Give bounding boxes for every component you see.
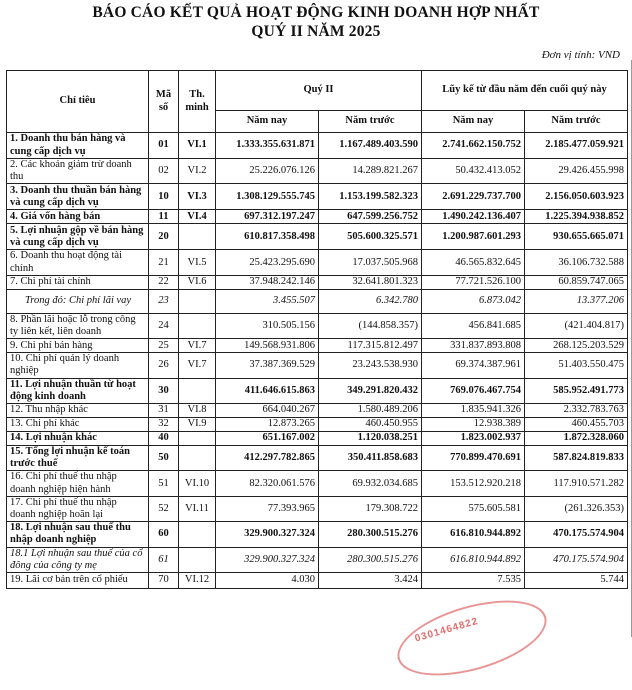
cell-q-cur: 12.873.265 bbox=[216, 418, 319, 432]
cell-name: 1. Doanh thu bán hàng và cung cấp dịch vụ bbox=[7, 133, 149, 159]
header-ytd-current: Năm nay bbox=[422, 111, 525, 133]
cell-code: 60 bbox=[149, 522, 179, 547]
cell-y-prev: 29.426.455.998 bbox=[525, 159, 628, 184]
report-period: QUÝ II NĂM 2025 bbox=[251, 23, 381, 40]
table-row bbox=[7, 432, 628, 446]
cell-note bbox=[179, 289, 216, 313]
cell-name: 2. Các khoản giảm trừ doanh thu bbox=[7, 159, 149, 184]
cell-q-prev: 1.167.489.403.590 bbox=[319, 133, 422, 159]
currency-unit: Đơn vị tính: VND bbox=[541, 49, 620, 61]
cell-code: 10 bbox=[149, 184, 179, 210]
cell-q-cur: 3.455.507 bbox=[216, 289, 319, 313]
cell-code: 31 bbox=[149, 404, 179, 418]
cell-name: 11. Lợi nhuận thuần từ hoạt động kinh doanh bbox=[7, 378, 149, 403]
cell-y-prev: (261.326.353) bbox=[525, 496, 628, 521]
cell-code: 24 bbox=[149, 313, 179, 338]
cell-name: 3. Doanh thu thuần bán hàng và cung cấp dịch vụ bbox=[7, 184, 149, 210]
table-row bbox=[7, 250, 628, 275]
cell-y-prev: 460.455.703 bbox=[525, 418, 628, 432]
cell-q-prev: 280.300.515.276 bbox=[319, 547, 422, 572]
report-title: BÁO CÁO KẾT QUẢ HOẠT ĐỘNG KINH DOANH HỢP NHẤT bbox=[92, 4, 540, 21]
header-quarter-current: Năm nay bbox=[216, 111, 319, 133]
cell-y-cur: 6.873.042 bbox=[422, 289, 525, 313]
cell-code: 02 bbox=[149, 159, 179, 184]
cell-q-cur: 149.568.931.806 bbox=[216, 339, 319, 353]
cell-code: 22 bbox=[149, 275, 179, 289]
cell-code: 61 bbox=[149, 547, 179, 572]
cell-y-prev: 51.403.550.475 bbox=[525, 353, 628, 378]
cell-note bbox=[179, 313, 216, 338]
table-row bbox=[7, 339, 628, 353]
header-quarter: Quý II bbox=[216, 71, 422, 111]
cell-q-cur: 77.393.965 bbox=[216, 496, 319, 521]
cell-note: VI.4 bbox=[179, 210, 216, 224]
cell-code: 30 bbox=[149, 378, 179, 403]
header-ytd: Lũy kế từ đầu năm đến cuối quý này bbox=[422, 71, 628, 111]
seal-text: 0301464822 bbox=[413, 615, 480, 645]
cell-q-prev: 179.308.722 bbox=[319, 496, 422, 521]
cell-q-cur: 697.312.197.247 bbox=[216, 210, 319, 224]
cell-q-cur: 37.948.242.146 bbox=[216, 275, 319, 289]
table-row bbox=[7, 159, 628, 184]
table-row bbox=[7, 547, 628, 572]
cell-name: 16. Chi phí thuế thu nhập doanh nghiệp hiện hành bbox=[7, 471, 149, 496]
cell-note bbox=[179, 432, 216, 446]
table-row bbox=[7, 133, 628, 159]
cell-q-cur: 25.423.295.690 bbox=[216, 250, 319, 275]
cell-y-cur: 2.691.229.737.700 bbox=[422, 184, 525, 210]
cell-q-prev: 1.120.038.251 bbox=[319, 432, 422, 446]
cell-name: 15. Tổng lợi nhuận kế toán trước thuế bbox=[7, 446, 149, 471]
cell-name: Trong đó: Chi phí lãi vay bbox=[7, 289, 149, 313]
cell-note: VI.2 bbox=[179, 159, 216, 184]
cell-q-cur: 82.320.061.576 bbox=[216, 471, 319, 496]
cell-y-prev: 268.125.203.529 bbox=[525, 339, 628, 353]
header-thuyet-minh: Th. minh bbox=[179, 71, 216, 133]
cell-name: 7. Chi phí tài chính bbox=[7, 275, 149, 289]
table-body bbox=[7, 133, 628, 589]
table-row bbox=[7, 446, 628, 471]
cell-note: VI.8 bbox=[179, 404, 216, 418]
cell-q-prev: 1.580.489.206 bbox=[319, 404, 422, 418]
cell-q-prev: (144.858.357) bbox=[319, 313, 422, 338]
cell-name: 4. Giá vốn hàng bán bbox=[7, 210, 149, 224]
cell-q-cur: 412.297.782.865 bbox=[216, 446, 319, 471]
cell-code: 50 bbox=[149, 446, 179, 471]
cell-q-cur: 411.646.615.863 bbox=[216, 378, 319, 403]
cell-y-cur: 12.938.389 bbox=[422, 418, 525, 432]
cell-code: 11 bbox=[149, 210, 179, 224]
cell-y-cur: 1.200.987.601.293 bbox=[422, 224, 525, 250]
cell-note: VI.7 bbox=[179, 353, 216, 378]
cell-q-cur: 329.900.327.324 bbox=[216, 547, 319, 572]
cell-y-prev: 587.824.819.833 bbox=[525, 446, 628, 471]
table-row bbox=[7, 224, 628, 250]
cell-y-prev: 1.872.328.060 bbox=[525, 432, 628, 446]
cell-q-cur: 329.900.327.324 bbox=[216, 522, 319, 547]
cell-q-prev: 69.932.034.685 bbox=[319, 471, 422, 496]
cell-y-prev: 2.156.050.603.923 bbox=[525, 184, 628, 210]
cell-note: VI.7 bbox=[179, 339, 216, 353]
cell-code: 25 bbox=[149, 339, 179, 353]
cell-y-cur: 456.841.685 bbox=[422, 313, 525, 338]
cell-q-cur: 610.817.358.498 bbox=[216, 224, 319, 250]
cell-q-cur: 25.226.076.126 bbox=[216, 159, 319, 184]
cell-code: 01 bbox=[149, 133, 179, 159]
table-row bbox=[7, 418, 628, 432]
cell-note bbox=[179, 446, 216, 471]
table-row bbox=[7, 210, 628, 224]
cell-code: 23 bbox=[149, 289, 179, 313]
cell-code: 40 bbox=[149, 432, 179, 446]
cell-y-prev: 470.175.574.904 bbox=[525, 522, 628, 547]
cell-q-cur: 1.333.355.631.871 bbox=[216, 133, 319, 159]
cell-name: 18.1 Lợi nhuận sau thuế của cổ đông của công ty mẹ bbox=[7, 547, 149, 572]
cell-note bbox=[179, 547, 216, 572]
table-row bbox=[7, 313, 628, 338]
cell-y-cur: 616.810.944.892 bbox=[422, 522, 525, 547]
cell-q-cur: 1.308.129.555.745 bbox=[216, 184, 319, 210]
table-row bbox=[7, 184, 628, 210]
cell-q-prev: 32.641.801.323 bbox=[319, 275, 422, 289]
cell-note: VI.6 bbox=[179, 275, 216, 289]
cell-y-prev: 470.175.574.904 bbox=[525, 547, 628, 572]
table-row bbox=[7, 522, 628, 547]
cell-q-cur: 310.505.156 bbox=[216, 313, 319, 338]
header-ma-so: Mã số bbox=[149, 71, 179, 133]
cell-y-cur: 77.721.526.100 bbox=[422, 275, 525, 289]
cell-name: 13. Chi phí khác bbox=[7, 418, 149, 432]
cell-name: 9. Chi phí bán hàng bbox=[7, 339, 149, 353]
cell-q-prev: 647.599.256.752 bbox=[319, 210, 422, 224]
cell-y-cur: 1.823.002.937 bbox=[422, 432, 525, 446]
table-row bbox=[7, 496, 628, 521]
cell-y-cur: 1.835.941.326 bbox=[422, 404, 525, 418]
cell-y-prev: 117.910.571.282 bbox=[525, 471, 628, 496]
cell-code: 26 bbox=[149, 353, 179, 378]
cell-code: 21 bbox=[149, 250, 179, 275]
cell-note: VI.12 bbox=[179, 573, 216, 589]
cell-q-prev: 6.342.780 bbox=[319, 289, 422, 313]
cell-y-prev: (421.404.817) bbox=[525, 313, 628, 338]
cell-note: VI.1 bbox=[179, 133, 216, 159]
cell-q-prev: 280.300.515.276 bbox=[319, 522, 422, 547]
cell-y-prev: 36.106.732.588 bbox=[525, 250, 628, 275]
cell-note bbox=[179, 522, 216, 547]
cell-q-prev: 1.153.199.582.323 bbox=[319, 184, 422, 210]
cell-code: 52 bbox=[149, 496, 179, 521]
cell-y-cur: 770.899.470.691 bbox=[422, 446, 525, 471]
cell-y-prev: 5.744 bbox=[525, 573, 628, 589]
cell-name: 12. Thu nhập khác bbox=[7, 404, 149, 418]
cell-y-prev: 2.185.477.059.921 bbox=[525, 133, 628, 159]
cell-name: 19. Lãi cơ bản trên cổ phiếu bbox=[7, 573, 149, 589]
cell-note bbox=[179, 224, 216, 250]
cell-q-cur: 4.030 bbox=[216, 573, 319, 589]
table-row bbox=[7, 353, 628, 378]
table-row bbox=[7, 378, 628, 403]
cell-code: 32 bbox=[149, 418, 179, 432]
cell-q-cur: 664.040.267 bbox=[216, 404, 319, 418]
table-row bbox=[7, 471, 628, 496]
table-row bbox=[7, 289, 628, 313]
cell-y-prev: 60.859.747.065 bbox=[525, 275, 628, 289]
cell-y-prev: 2.332.783.763 bbox=[525, 404, 628, 418]
header-ytd-previous: Năm trước bbox=[525, 111, 628, 133]
cell-y-cur: 1.490.242.136.407 bbox=[422, 210, 525, 224]
cell-q-cur: 651.167.002 bbox=[216, 432, 319, 446]
cell-q-cur: 37.387.369.529 bbox=[216, 353, 319, 378]
cell-q-prev: 3.424 bbox=[319, 573, 422, 589]
cell-note: VI.10 bbox=[179, 471, 216, 496]
cell-name: 14. Lợi nhuận khác bbox=[7, 432, 149, 446]
cell-q-prev: 14.289.821.267 bbox=[319, 159, 422, 184]
cell-y-cur: 331.837.893.808 bbox=[422, 339, 525, 353]
income-statement-table bbox=[6, 70, 628, 589]
cell-y-prev: 13.377.206 bbox=[525, 289, 628, 313]
cell-y-cur: 69.374.387.961 bbox=[422, 353, 525, 378]
table-row bbox=[7, 573, 628, 589]
cell-code: 20 bbox=[149, 224, 179, 250]
cell-name: 18. Lợi nhuận sau thuế thu nhập doanh nghiệp bbox=[7, 522, 149, 547]
cell-note: VI.3 bbox=[179, 184, 216, 210]
cell-q-prev: 460.450.955 bbox=[319, 418, 422, 432]
cell-name: 6. Doanh thu hoạt động tài chính bbox=[7, 250, 149, 275]
cell-note bbox=[179, 378, 216, 403]
cell-note: VI.9 bbox=[179, 418, 216, 432]
cell-y-cur: 153.512.920.218 bbox=[422, 471, 525, 496]
cell-y-prev: 1.225.394.938.852 bbox=[525, 210, 628, 224]
cell-name: 10. Chi phí quản lý doanh nghiệp bbox=[7, 353, 149, 378]
cell-y-cur: 50.432.413.052 bbox=[422, 159, 525, 184]
cell-y-prev: 930.655.665.071 bbox=[525, 224, 628, 250]
table-row bbox=[7, 275, 628, 289]
cell-q-prev: 117.315.812.497 bbox=[319, 339, 422, 353]
cell-y-cur: 2.741.662.150.752 bbox=[422, 133, 525, 159]
table-row bbox=[7, 404, 628, 418]
company-seal bbox=[389, 586, 555, 690]
cell-q-prev: 349.291.820.432 bbox=[319, 378, 422, 403]
cell-y-cur: 769.076.467.754 bbox=[422, 378, 525, 403]
cell-name: 8. Phần lãi hoặc lỗ trong công ty liên kết, liên doanh bbox=[7, 313, 149, 338]
cell-name: 5. Lợi nhuận gộp về bán hàng và cung cấp dịch vụ bbox=[7, 224, 149, 250]
cell-q-prev: 17.037.505.968 bbox=[319, 250, 422, 275]
cell-y-cur: 46.565.832.645 bbox=[422, 250, 525, 275]
cell-code: 51 bbox=[149, 471, 179, 496]
header-quarter-previous: Năm trước bbox=[319, 111, 422, 133]
cell-y-cur: 7.535 bbox=[422, 573, 525, 589]
cell-note: VI.11 bbox=[179, 496, 216, 521]
cell-q-prev: 505.600.325.571 bbox=[319, 224, 422, 250]
cell-code: 70 bbox=[149, 573, 179, 589]
header-chi-tieu: Chỉ tiêu bbox=[7, 71, 149, 133]
cell-q-prev: 23.243.538.930 bbox=[319, 353, 422, 378]
cell-y-prev: 585.952.491.773 bbox=[525, 378, 628, 403]
cell-name: 17. Chi phí thuế thu nhập doanh nghiệp hoãn lại bbox=[7, 496, 149, 521]
cell-q-prev: 350.411.858.683 bbox=[319, 446, 422, 471]
cell-note: VI.5 bbox=[179, 250, 216, 275]
cell-y-cur: 575.605.581 bbox=[422, 496, 525, 521]
cell-y-cur: 616.810.944.892 bbox=[422, 547, 525, 572]
